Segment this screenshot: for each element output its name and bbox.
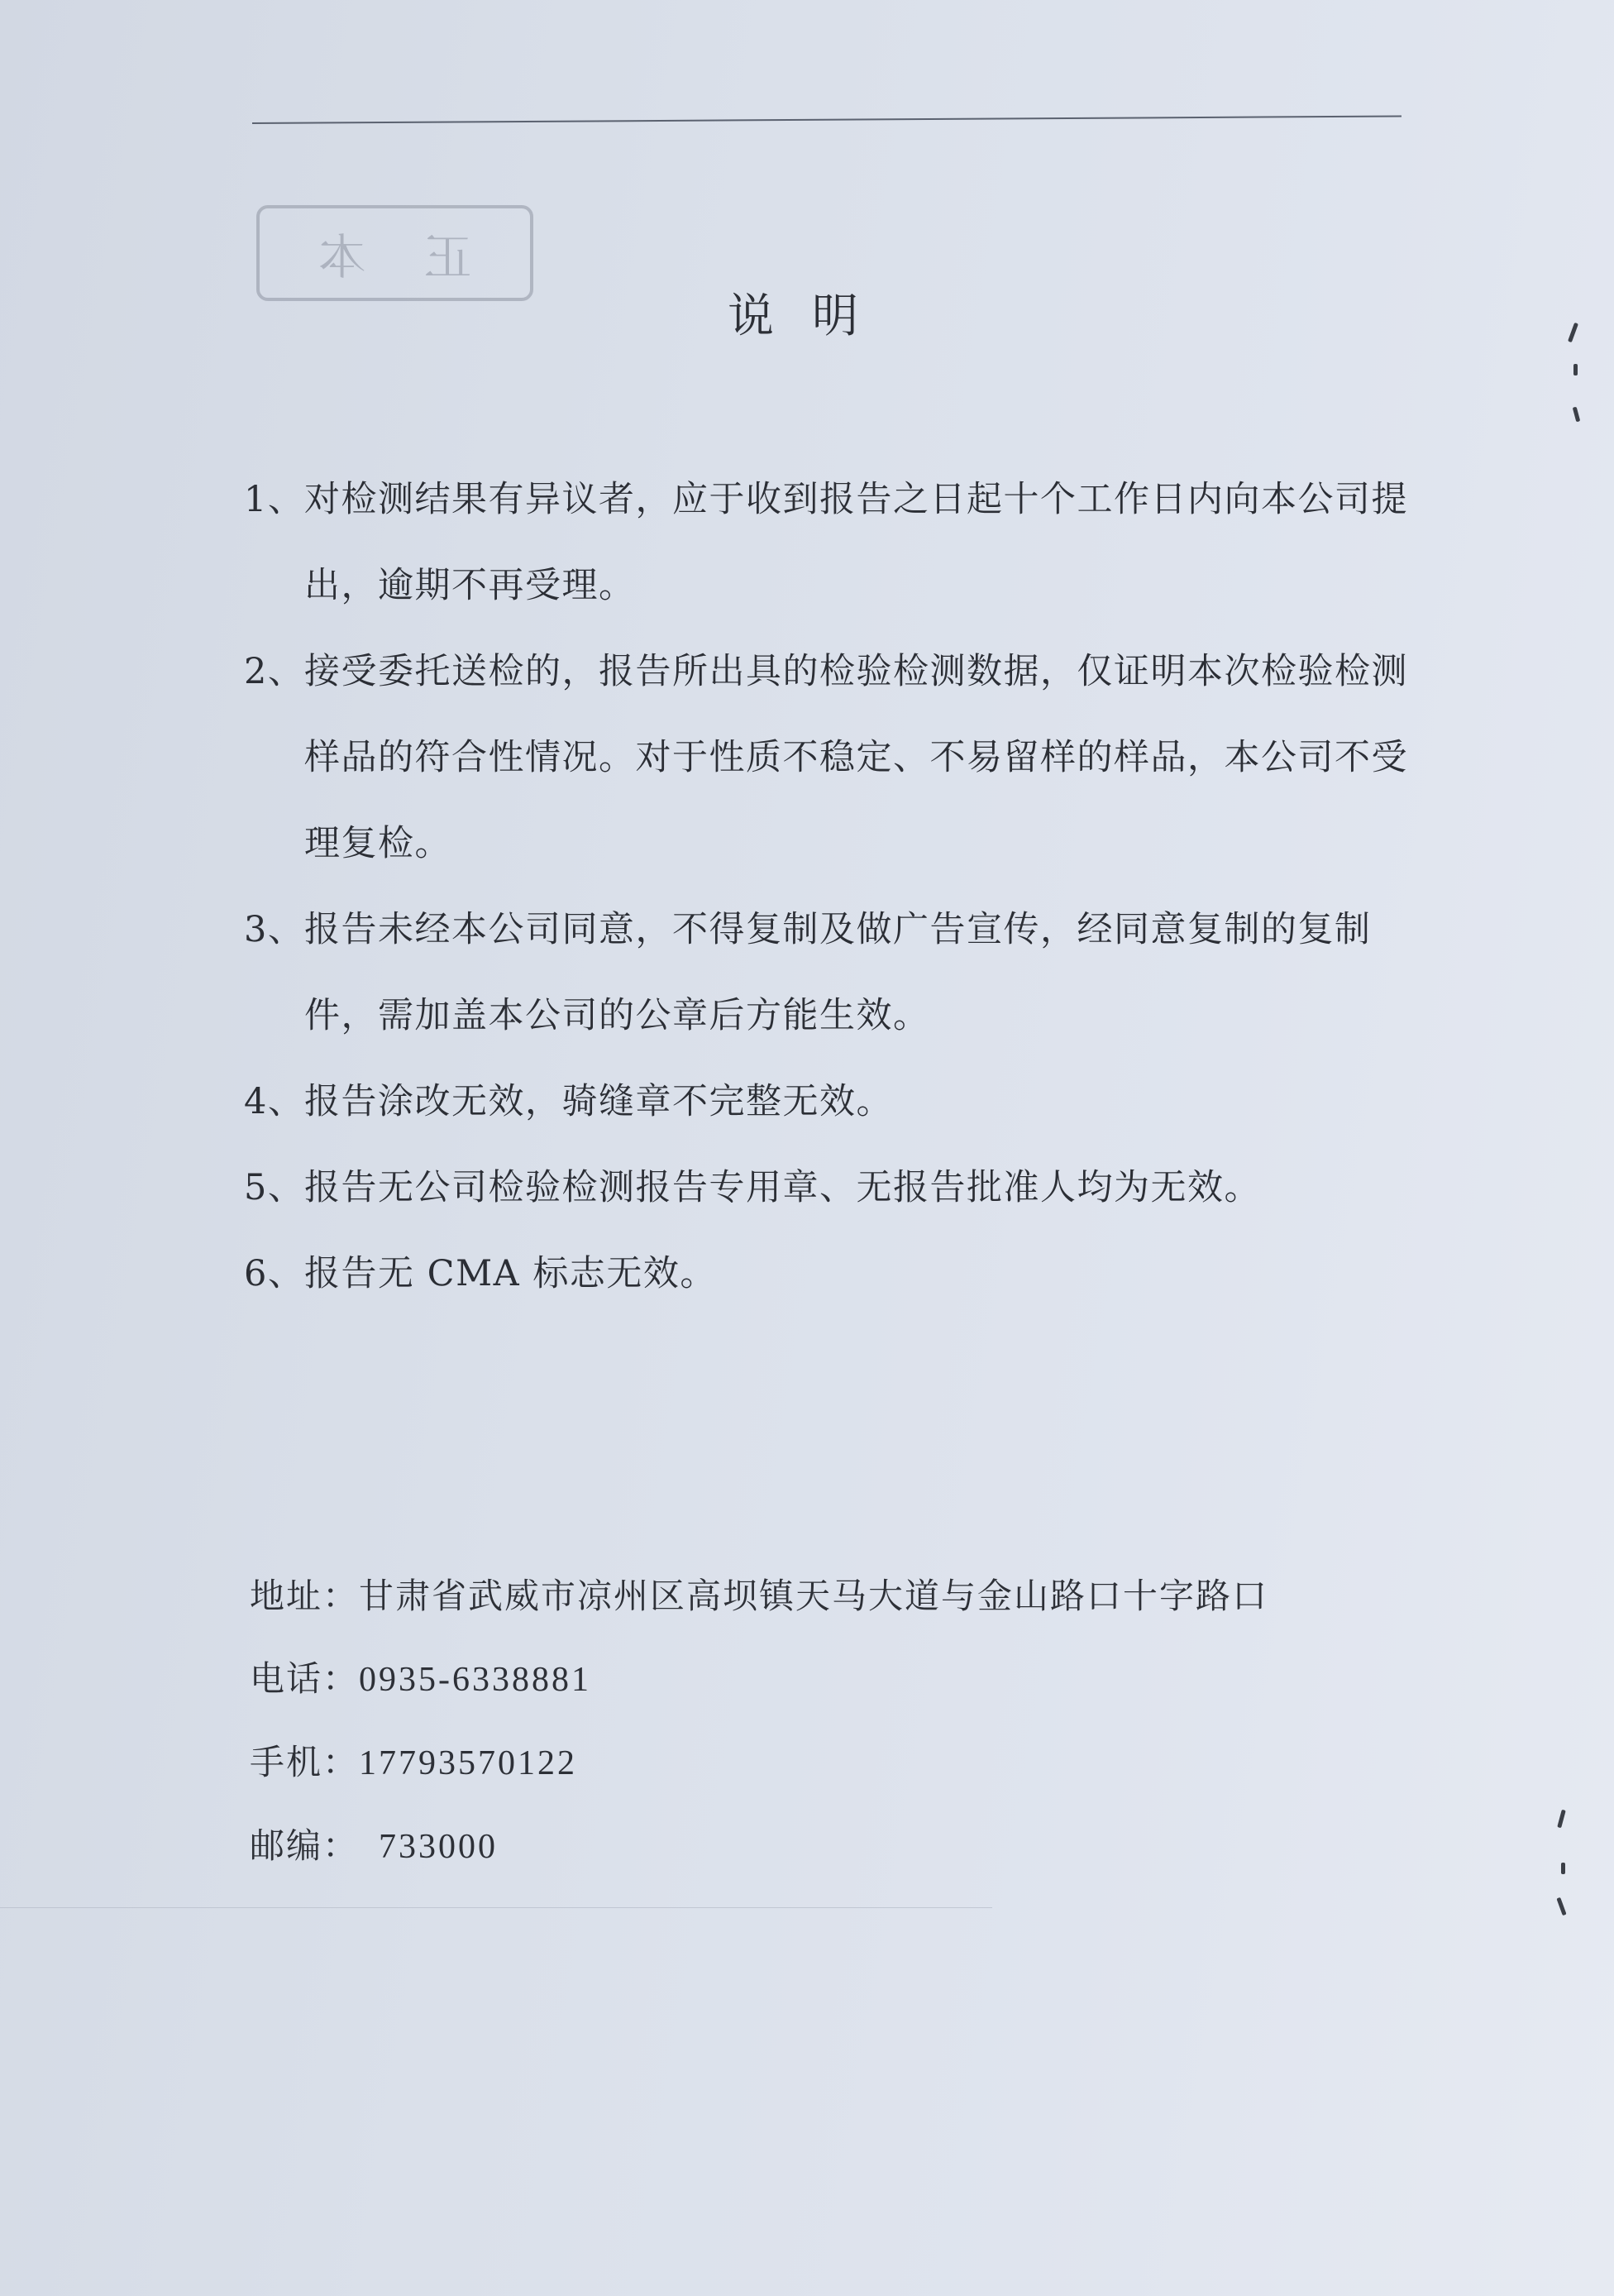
stamp-text: 正本 (260, 229, 472, 285)
note-number: 5、 (244, 1167, 305, 1208)
note-text: 接受委托送检的，报告所出具的检验检测数据，仅证明本次检验检测样品的符合性情况。对于性质不稳定、不易留样的样品，本公司不受理复检。 (304, 651, 1408, 864)
binding-hole-mark (1568, 323, 1578, 342)
notes-list (244, 457, 1418, 1317)
note-item-4 (244, 1059, 1418, 1145)
phone-label: 电话： (250, 1658, 360, 1699)
note-text: 报告涂改无效，骑缝章不完整无效。 (304, 1081, 893, 1122)
note-text: 报告无 CMA 标志无效。 (304, 1253, 717, 1294)
binding-hole-mark (1573, 364, 1578, 375)
note-item-3 (244, 887, 1418, 1059)
note-number: 1、 (244, 479, 305, 520)
mobile-value: 17793570122 (359, 1744, 578, 1782)
note-item-2 (244, 629, 1418, 887)
note-number: 3、 (244, 909, 305, 950)
binding-hole-mark (1573, 407, 1580, 423)
mobile-line (250, 1721, 1407, 1805)
mobile-label: 手机： (250, 1742, 360, 1782)
zip-value: 733000 (379, 1828, 499, 1866)
contact-info (250, 1555, 1407, 1888)
address-line (250, 1555, 1407, 1638)
note-number: 6、 (244, 1253, 305, 1294)
zip-label: 邮编： (250, 1825, 360, 1866)
binding-hole-mark (1556, 1897, 1566, 1916)
note-number: 4、 (244, 1081, 305, 1122)
footer-rule (0, 1907, 992, 1908)
page-title: 说明 (728, 289, 896, 343)
phone-value: 0935-6338881 (359, 1661, 592, 1699)
note-number: 2、 (244, 651, 305, 692)
note-item-6 (244, 1231, 1418, 1317)
binding-hole-mark (1557, 1810, 1566, 1829)
note-text: 报告未经本公司同意，不得复制及做广告宣传，经同意复制的复制件，需加盖本公司的公章后方能生效。 (304, 909, 1372, 1036)
address-value: 甘肃省武威市凉州区高坝镇天马大道与金山路口十字路口 (359, 1576, 1269, 1616)
header-rule (252, 116, 1402, 124)
address-label: 地址： (250, 1576, 360, 1616)
zip-line (250, 1805, 1407, 1888)
phone-line (250, 1638, 1407, 1721)
note-text: 对检测结果有异议者，应于收到报告之日起十个工作日内向本公司提出，逾期不再受理。 (304, 479, 1408, 606)
note-text: 报告无公司检验检测报告专用章、无报告批准人均为无效。 (304, 1167, 1261, 1208)
binding-hole-mark (1561, 1863, 1565, 1874)
note-item-1 (244, 457, 1418, 629)
original-copy-stamp (256, 205, 533, 301)
note-item-5 (244, 1145, 1418, 1231)
